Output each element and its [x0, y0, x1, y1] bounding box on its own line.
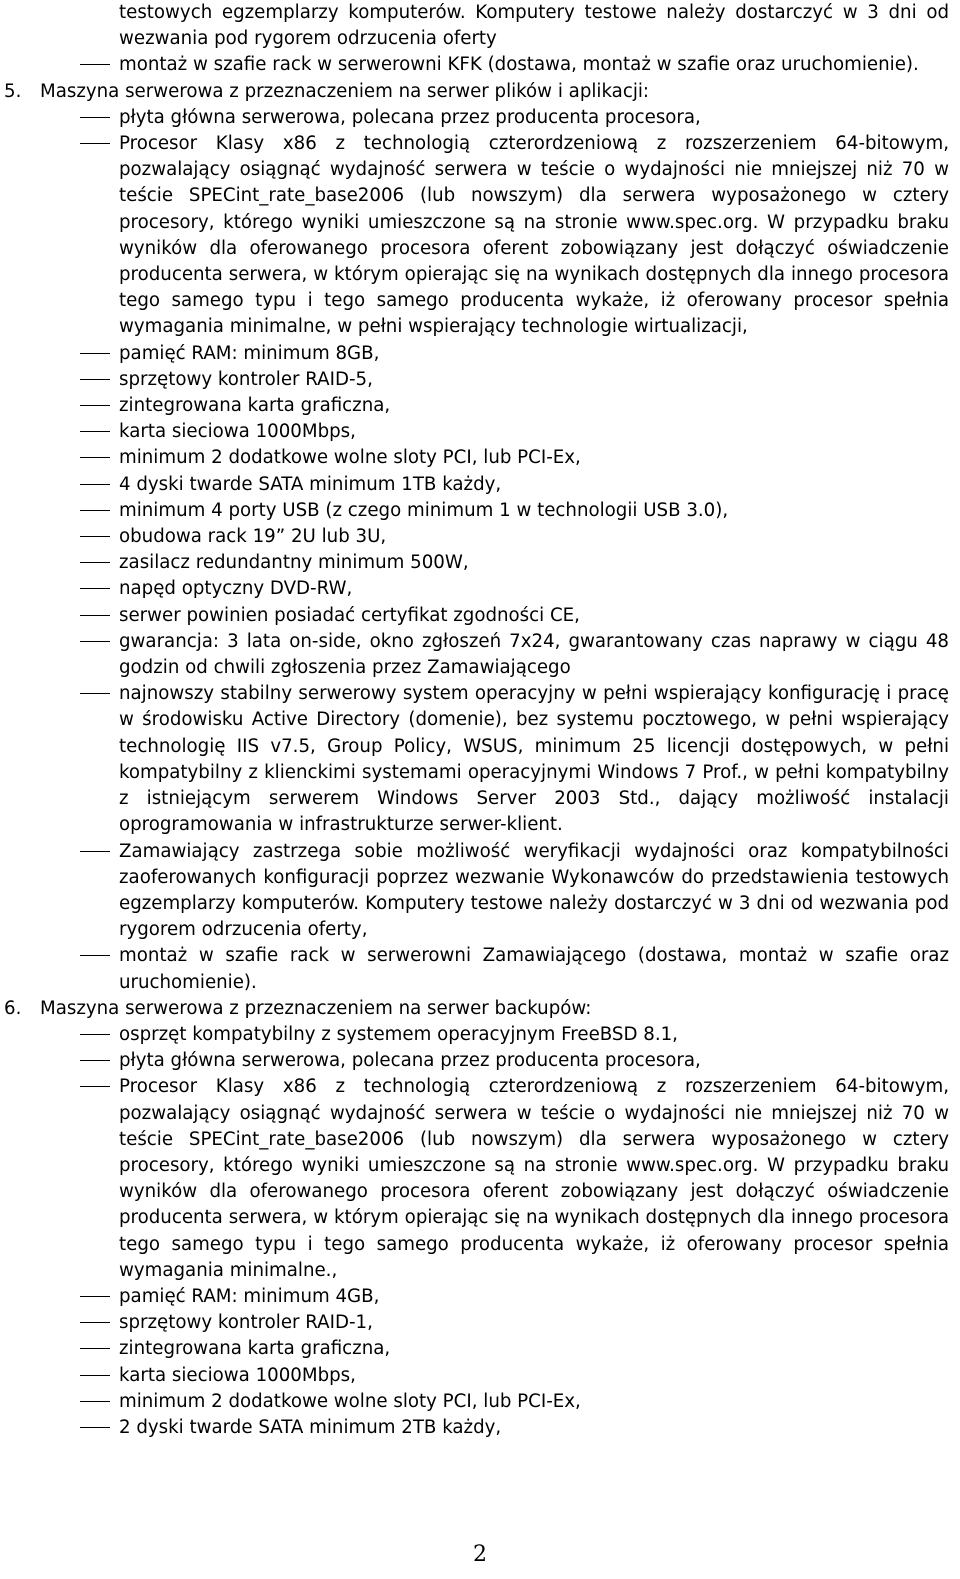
dash-bullet-icon	[80, 562, 110, 563]
list-item-text: napęd optyczny DVD-RW,	[119, 578, 353, 600]
dash-bullet-icon	[80, 431, 110, 432]
list-item	[0, 341, 949, 367]
list-item	[0, 1415, 949, 1441]
dash-bullet-icon	[80, 510, 110, 511]
list-item	[0, 1284, 949, 1310]
dash-bullet-icon	[80, 641, 110, 642]
list-item-text: serwer powinien posiadać certyfikat zgodności CE,	[119, 604, 580, 626]
list-item	[0, 445, 949, 471]
section-number: 5.	[4, 80, 22, 102]
list-item	[0, 524, 949, 550]
list-item-text: karta sieciowa 1000Mbps,	[119, 421, 356, 443]
dash-bullet-icon	[80, 1322, 110, 1323]
list-item-text: pamięć RAM: minimum 4GB,	[119, 1285, 380, 1307]
list-item-text: minimum 2 dodatkowe wolne sloty PCI, lub PCI-Ex,	[119, 447, 581, 469]
list-item-text: osprzęt kompatybilny z systemem operacyjnym FreeBSD 8.1,	[119, 1023, 678, 1045]
list-item-text: minimum 4 porty USB (z czego minimum 1 w technologii USB 3.0),	[119, 499, 729, 521]
dash-bullet-icon	[80, 588, 110, 589]
dash-bullet-icon	[80, 1348, 110, 1349]
list-item-text: obudowa rack 19” 2U lub 3U,	[119, 526, 387, 548]
dash-bullet-icon	[80, 693, 110, 694]
list-item	[0, 131, 949, 341]
list-item	[0, 52, 949, 78]
dash-bullet-icon	[80, 1034, 110, 1035]
list-item-text: płyta główna serwerowa, polecana przez producenta procesora,	[119, 1050, 701, 1072]
list-item-text: gwarancja: 3 lata on-side, okno zgłoszeń 7x24, gwarantowany czas naprawy w ciągu 48 godzin od chwili zgłoszenia przez Zamawiającego	[119, 630, 949, 679]
list-item-text: montaż w szafie rack w serwerowni KFK (dostawa, montaż w szafie oraz uruchomienie).	[119, 54, 919, 76]
list-item-text: zintegrowana karta graficzna,	[119, 1338, 391, 1360]
dash-bullet-icon	[80, 1060, 110, 1061]
dash-bullet-icon	[80, 615, 110, 616]
dash-bullet-icon	[80, 143, 110, 144]
section-title: Maszyna serwerowa z przeznaczeniem na serwer plików i aplikacji:	[40, 80, 650, 102]
list-item-text: sprzętowy kontroler RAID-1,	[119, 1312, 373, 1334]
dash-bullet-icon	[80, 1427, 110, 1428]
section-6-list	[0, 1022, 960, 1441]
section-5-heading	[0, 79, 949, 105]
dash-bullet-icon	[80, 457, 110, 458]
dash-bullet-icon	[80, 353, 110, 354]
list-item-text: sprzętowy kontroler RAID-5,	[119, 368, 373, 390]
dash-bullet-icon	[80, 117, 110, 118]
section-5-list	[0, 105, 960, 996]
list-item-text: zasilacz redundantny minimum 500W,	[119, 552, 469, 574]
list-item-text: Procesor Klasy x86 z technologią czterordzeniową z rozszerzeniem 64-bitowym, pozwalający osiągnąć wydajność serwera w teście o wydajności nie mniejszej niż 70 w teście SPECint_rate_base2006 (lub nowszym) dla serwera wyposażonego w cztery procesory, którego wyniki umieszczone są na stronie www.spec.org. W przypadku braku wyników dla oferowanego procesora oferent zobowiązany jest dołączyć oświadczenie producenta serwera, w którym opierając się na wynikach dostępnych dla innego procesora tego samego typu i tego samego producenta wykaże, iż oferowany procesor spełnia wymagania minimalne.,	[119, 1076, 949, 1281]
list-item	[0, 550, 949, 576]
list-item	[0, 393, 949, 419]
list-item-text: karta sieciowa 1000Mbps,	[119, 1364, 356, 1386]
list-item-text: pamięć RAM: minimum 8GB,	[119, 342, 380, 364]
list-item	[0, 1074, 949, 1284]
list-item	[0, 1048, 949, 1074]
list-item	[0, 1336, 949, 1362]
list-item	[0, 498, 949, 524]
list-item	[0, 629, 949, 681]
section-6-heading	[0, 996, 949, 1022]
list-item	[0, 367, 949, 393]
list-item-text: 2 dyski twarde SATA minimum 2TB każdy,	[119, 1416, 502, 1438]
dash-bullet-icon	[80, 405, 110, 406]
list-item	[0, 419, 949, 445]
list-item	[0, 603, 949, 629]
list-item-text: Zamawiający zastrzega sobie możliwość weryfikacji wydajności oraz kompatybilności zaoferowanych konfiguracji poprzez wezwanie Wykonawców do przedstawienia testowych egzemplarzy komputerów. Komputery testowe należy dostarczyć w 3 dni od wezwania pod rygorem odrzucenia oferty,	[119, 840, 949, 941]
list-item-text: najnowszy stabilny serwerowy system operacyjny w pełni wspierający konfigurację i pracę w środowisku Active Directory (domenie), bez systemu pocztowego, w pełni wspierający technologię IIS v7.5, Group Policy, WSUS, minimum 25 licencji dostępowych, w pełni kompatybilny z klienckimi systemami operacyjnymi Windows 7 Prof., w pełni kompatybilny z istniejącym serwerem Windows Server 2003 Std., dający możliwość instalacji oprogramowania w infrastrukturze serwer-klient.	[119, 683, 949, 836]
list-item	[0, 1389, 949, 1415]
list-item	[0, 839, 949, 944]
page-number: 2	[473, 1542, 487, 1567]
dash-bullet-icon	[80, 536, 110, 537]
list-item	[0, 943, 949, 995]
list-item	[0, 576, 949, 602]
section-number: 6.	[4, 997, 22, 1019]
list-item-text: minimum 2 dodatkowe wolne sloty PCI, lub PCI-Ex,	[119, 1390, 581, 1412]
list-item	[0, 1310, 949, 1336]
list-item	[0, 1363, 949, 1389]
list-item-text: montaż w szafie rack w serwerowni Zamawiającego (dostawa, montaż w szafie oraz uruchomienie).	[119, 945, 949, 993]
list-item	[0, 105, 949, 131]
list-item-text: Procesor Klasy x86 z technologią czterordzeniową z rozszerzeniem 64-bitowym, pozwalający osiągnąć wydajność serwera w teście o wydajności nie mniejszej niż 70 w teście SPECint_rate_base2006 (lub nowszym) dla serwera wyposażonego w cztery procesory, którego wyniki umieszczone są na stronie www.spec.org. W przypadku braku wyników dla oferowanego procesora oferent zobowiązany jest dołączyć oświadczenie producenta serwera, w którym opierając się na wynikach dostępnych dla innego procesora tego samego typu i tego samego producenta wykaże, iż oferowany procesor spełnia wymagania minimalne, w pełni wspierający technologie wirtualizacji,	[119, 133, 949, 338]
dash-bullet-icon	[80, 1401, 110, 1402]
dash-bullet-icon	[80, 851, 110, 852]
list-item	[0, 472, 949, 498]
dash-bullet-icon	[80, 1086, 110, 1087]
dash-bullet-icon	[80, 379, 110, 380]
list-item-text: zintegrowana karta graficzna,	[119, 395, 391, 417]
dash-bullet-icon	[80, 1375, 110, 1376]
continuation-paragraph: testowych egzemplarzy komputerów. Komputery testowe należy dostarczyć w 3 dni od wezwania pod rygorem odrzucenia oferty	[119, 2, 949, 50]
list-item-text: płyta główna serwerowa, polecana przez producenta procesora,	[119, 106, 701, 128]
list-item	[0, 1022, 949, 1048]
dash-bullet-icon	[80, 484, 110, 485]
section-title: Maszyna serwerowa z przeznaczeniem na serwer backupów:	[40, 997, 592, 1019]
dash-bullet-icon	[80, 64, 110, 65]
list-item	[0, 681, 949, 838]
dash-bullet-icon	[80, 955, 110, 956]
list-item-text: 4 dyski twarde SATA minimum 1TB każdy,	[119, 473, 502, 495]
dash-bullet-icon	[80, 1296, 110, 1297]
